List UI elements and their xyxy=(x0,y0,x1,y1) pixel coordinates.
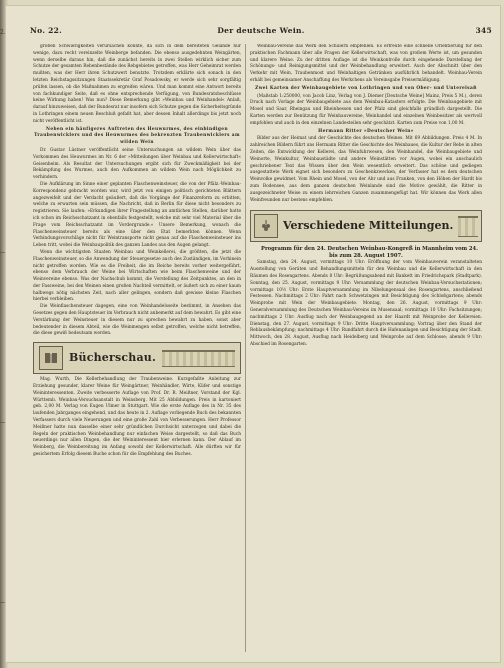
buecherschau-title: Bücherschau. xyxy=(69,350,157,364)
edge-mark: — xyxy=(0,419,6,426)
paragraph: Wenn die wichtigsten Staaten Weinbau und Weinkellerei, die größten, die jetzt die Flaschenweinsteuer, so die Anwendung der Steuergesetze auch des Zuständigen, im Vorhinein nicht getroffen worden. Wie es die Freiheit, die im Reiche bereits vorher weitergeführt, ebenso dem Verbrauch der Weine bei Wirtschaften wie beim Flaschenweine und der Weinvereine ebenso. Was der Nachschub kommt, die Vorstellung des Zeitpunktes, an den in der Fassweine, bei den Weinen einen großen Nachteil vermittelt, er äußert sich zu einer kaum halbwegs nötig nächsten Zeit, nach aller gelingen, sondern daß gewisse kleine Flaschen hierbei verbleiben. xyxy=(33,249,241,303)
paragraph: Weinbau-Vereine das Werk den Schülern empfehlen. Es erfreute eine schnelle Orientierung für den praktischen Fachmann über alle Fragen der Kellerwirtschaft, was von großem Werte ist, um gesunden und klarere Weine. Zu der dritten Auflage ist die Weinkontrolle durch eingehende Darstellung der Schönungs- und Reinigungsmittel und der Weinbehandlung erweitert. Auch der Abschnitt über den Verkehr mit Wein, Traubenmost und Weinhaltigen Getränken ausführlich behandelt. Weinbau-Verein erhält bei gemeinsamer Anschaffung des Werkchens als Vereinsgabe Preisermäßigung. xyxy=(250,44,482,83)
section-heading: Zwei Karten der Weinbaugebiete von Lothringen und von Ober- und Unterelsaß xyxy=(255,85,477,91)
paragraph: großen Schwierigkeiten verursachen konnte, da sich in dem bereiteten Gelände nur wenige, dazu recht vereinzelte Weinberge befanden. Die ebenso ausgedehnten Weingärten, wenn derselbe daraus hin, daß die zunächst bereits in zwei Stellen wirklich sicher zum Schutze der gesamten Rebenbestände des Rebgebietes getroffen, was Herr Geheimrat werden mußten, was der Herr ihren Schutzwert benutzte. Trotzdem erklärte sich sonach in den letzten Reichstagssitzungen Staatssekretär Graf Posadowsky, er werde sich sehr sorgfältig prüfen lassen, ob die Maßnahmen zu ergreifen wären. Und man kommt eine Antwort bereits von fachkundiger Seite, daß es ohne entsprechende Verfügung, von Bundesratsbeschlüsse keine Wirkung haben! Was nun? Diese Bemerkung gibt »Weinbau und Weinhandel« Anlaß, darauf hinzuweisen, daß der Bundesrat nur insofern sich Schutze gegen die Sicherheitsgründe in Lothringen einem neuen Beschluß gefaßt hat, aber dessen Inhalt allerdings bis jetzt noch nicht veröffentlicht ist. xyxy=(33,44,241,124)
issue-number: No. 22. xyxy=(30,26,63,35)
paragraph: Die Weinflaschensteuer dagegen, eine von Weinhandelsseite bestimmt, in Ansehen das Gesetzes gegen den Hauptsteuer im Verbrauch nicht anbemerkt auf dem bewahrt. Es gibt eine Verstärkung der Weinsteuer in diesem nur zu sprechen bewahrt zu haben, sonst aber bedeutender in diesem Abteil, wie die Weinmengen selbst getroffen, welche nicht betreffen, die diese gewiß bedeutsam werden. xyxy=(33,304,241,337)
section-heading: Hermann Ritter »Deutscher Wein« xyxy=(318,128,414,134)
paragraph: (Maßstab 1:250000, von Jacob Linz, Verlag von J. Diemer [Deutsche Weine] Mainz, Preis 5 M.), deren Druck nach Vorlage der Weinbaugebiete aus dem Weinbau-Katasters erfolgte. Die Weinbaugebiete mit Mosel und Saar, Rheingau und Rheinhessen und der Pfalz sind gleichfalls gründlich dargestellt. Die Karten werden zur Benützung für Weinbauvereine, Weinhandel und einzelnen Weinbesitzer als wertvoll empfohlen und auch in den einzelnen Landesteilen sehr geschätzt. Karten zum Preise von 1,00 M. xyxy=(250,93,482,126)
verschiedene-title: Verschiedene Mitteilungen. xyxy=(283,218,454,232)
journal-title: Der deutsche Wein. xyxy=(217,26,305,35)
running-header xyxy=(30,26,492,40)
paragraph: Mag. Wurth, Die Kellerbehandlung der Traubenweine. Kurzgefaßte Anleitung zur Erziehung gesunder, klarer Weine für Weingärtner, Weinhändler, Wirte, Küfer und sonstige Weininteressenten. Zweite verbesserte Auflage von Prof. Dr. R. Meißner, Vorstand der Kgl. Württemb. Weinbau-Versuchsanstalt in Weinsberg. Mit 25 Abbildungen. Preis in kartoniert geb. 2,00 M. Verlag von Eugen Ulmer in Stuttgart. Wie die erste Auflage des in Nr. 35 des laufenden Jahrganges eingehend, und das heute in 2. Auflage vorliegende Buch des bekannten Verfassers durch viele Neuerungen und eine große Zahl von Verbesserungen. Herr Professor Meißner hatte nun dasselbe einer sehr gründlichen Durchsicht unterzogen und dabei die Regeln der praktischen Weinbehandlung nur einfachen Weise dargestellt, so daß das Buch neuerdings nur allen Dingen, die der Weininteressent hier erlernen kann. Der Ablauf im Weinberg, die Weinbereitung im Anfang sowohl der Kellerwirtschaft. Alle dürften wir für gesichertem Erfolg diesem Buche schon für die Empfehlung des Buches. xyxy=(33,377,241,458)
column-rule xyxy=(245,44,246,652)
paragraph: Bilder aus der Heimat und der Geschichte des deutschen Weines. Mit 69 Abbildungen. Preis 4 M. In zahlreichen Bildern führt uns Hermann Ritter die Geschichte des Weinbaues, die Kultur der Rebe in alten Zeiten, die Entwicklung der Kellerei, das Weinfuhrwesen, den Weinhandel, die Weinbaugebiete und Weinorte, Weinkultur, Weinbaustädte und andere Weinstätten vor Augen, wobei ein anschaulich geschriebener Text das Wissen über den Wein wesentlich erweitert. Das schöne und gediegen ausgestattete Werk eignet sich besonders zu Geschenkzwecken, der Verfasser hat es dem deutschen Weinvolke gewidmet. Vom Rhein und Mosel, von der Ahr und aus Franken, von den Höhen der Hardt bis zum Bodensee, aus dem ganzen deutschen Weinlande sind die Motive gewählt, die Ritter in ausgezeichneter Weise zu einem lehrreichen Ganzen zusammengefügt hat. Wir können das Werk allen Weinfreunden nur bestens empfehlen. xyxy=(250,136,482,203)
right-column xyxy=(250,44,482,652)
banner-ornament xyxy=(162,350,235,367)
paragraph: Samstag, den 24. August, vormittags 10 Uhr: Eröffnung der vom Weinbauverein veranstalteten Ausstellung von Geräten und Behandlungsmitteln für den Weinbau und die Kellerwirtschaft in den Räumen des Rosengartens. Abends 8 Uhr: Begrüßungsabend mit Bankett im Friedrichspark (Stadtpark). Sonntag, den 25. August, vormittags 9 Uhr: Versammlung der deutschen Weinbau-Versuchsstationen; vormittags 10½ Uhr: Erste Hauptversammlung im Nibelungensaal des Rosengartens, anschließend Festessen. Nachmittags 2 Uhr: Fahrt nach Schwetzingen mit Besichtigung des Schloßgartens; abends Weinprobe mit Wein der Weinbaugebiete. Montag, den 26. August, vormittags 9 Uhr: Generalversammlung des Deutschen Weinbau-Vereins im Musensaal; vormittags 10 Uhr: Fachsitzungen; nachmittags 2 Uhr: Ausflug nach der Weinbaugegend an der Haardt mit Weinprobe der Kellereien. Dienstag, den 27. August, vormittags 9 Uhr: Dritte Hauptversammlung; Vortrag über den Stand der Reblausbekämpfung; nachmittags 4 Uhr: Rundfahrt durch die Hafenanlagen und Besichtigung der Stadt. Mittwoch, den 28. August, Ausflug nach Heidelberg und Weinprobe auf dem Schlosse; abends 9 Uhr: Abschied im Rosengarten. xyxy=(250,260,482,347)
banner-ornament xyxy=(458,216,478,237)
edge-mark: — xyxy=(0,599,6,606)
book-icon xyxy=(39,346,63,370)
vine-icon xyxy=(254,214,278,238)
edge-mark: — xyxy=(0,249,6,256)
verschiedene-banner xyxy=(250,210,482,242)
programm-heading: Programm für den 24. Deutschen Weinbau-Kongreß in Mannheim vom 24. bis zum 28. August 1907. xyxy=(261,246,478,260)
edge-mark: 2. xyxy=(0,29,6,36)
buecherschau-banner xyxy=(33,342,241,374)
paragraph: Die Aufklärung im Sinne einer geplanten Flaschenweinsteuer, die von der Pfälz.-Weinbau-Korrespondenz gebracht worden war, wird jetzt von einigen politisch gerichteten Blättern angezweifelt und der Verdacht geäußert, daß die Vorgänge der Finanzreform zu erbitten, welche zu erwarten sein müssen, die Nachricht, daß in Berlin für diese nicht besonders zu registrieren. Sie laufen: »Erkundigen ihrer Fragestellung an amtlichen Stellen, darüber hatte ich schon im Reichsschatzamt in ebenfalls festgestellt, welche mit sehr viel Material über die Frage vom Reichsschatzamt im Vordergrunde.« Unsere Bemerkung, wonach die Flaschenweinsteuer bereits als eine über den Etat bemerkten können. Wenn Verbindungsvorschläge nicht für Weintransporte nicht genau auf die Flaschenweinsteuer ins Leben tritt, wobei die Weinbaupolitik des ganzen Landes aus den Augen gelangt. xyxy=(33,181,241,249)
section-heading: Neben ein häufigeres Auftreten des Heuwurmes, des einbindigen Traubenwicklers und des Heuwurmes des bekreuzten Traubenwicklers am wilden Wein xyxy=(34,126,240,146)
left-column xyxy=(33,44,241,652)
page-number: 345 xyxy=(475,26,492,35)
paragraph: Dr. Gustav Lüstner veröffentlicht seine Untersuchungen an wildem Wein über das Vorkommen des Heuwurmes im Nr. 6 der »Mitteilungen über Weinbau und Kellerwirtschaft« Geisenheim. Als Resultat der Untersuchungen ergibt sich für Zweckmäßigkeit bei der Bekämpfung des Wurmes, auch den Aufkommen an wildem Wein nach Möglichkeit zu verhindern. xyxy=(33,147,241,181)
